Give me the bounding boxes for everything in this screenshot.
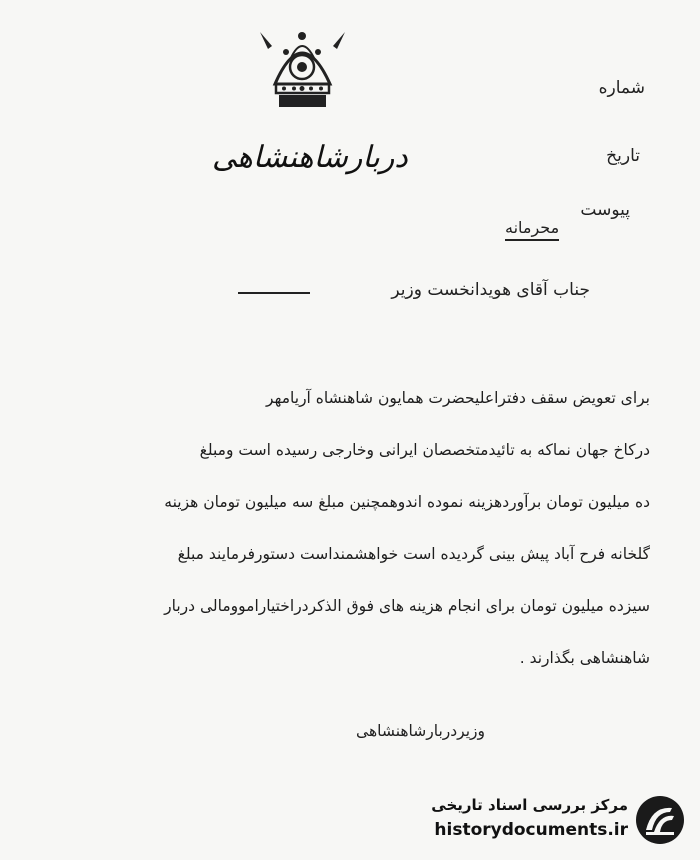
archive-website: historydocuments.ir <box>434 820 628 840</box>
archive-watermark <box>410 790 690 850</box>
addressee-underline <box>238 292 310 294</box>
addressee-line: جناب آقای هویدانخست وزیر <box>391 280 590 300</box>
confidential-mark: محرمانه <box>505 218 559 241</box>
archive-center-name: مرکز بررسی اسناد تاریخی <box>431 796 628 814</box>
number-label: شماره <box>598 78 645 98</box>
body-line: درکاخ جهان نماکه به تائیدمتخصصان ایرانی وخارجی رسیده است ومبلغ <box>199 441 650 459</box>
date-label: تاریخ <box>606 146 640 166</box>
court-letterhead-title: دربارشاهنشاهی <box>212 140 408 175</box>
letter-body <box>40 372 650 684</box>
body-line: برای تعویض سقف دفتراعلیحضرت همایون شاهنشاه آریامهر <box>266 389 650 407</box>
signature-line: وزیردربارشاهنشاهی <box>356 722 485 740</box>
body-line: شاهنشاهی بگذارند . <box>519 649 650 667</box>
body-line: ده میلیون تومان برآوردهزینه نموده اندوهمچنین مبلغ سه میلیون تومان هزینه <box>164 493 650 511</box>
archive-logo-icon <box>634 794 686 846</box>
crown-emblem-icon <box>250 22 355 114</box>
body-line: گلخانه فرح آباد پیش بینی گردیده است خواهشمنداست دستورفرمایند مبلغ <box>177 545 650 563</box>
body-line: سیزده میلیون تومان برای انجام هزینه های فوق الذکردراختیاراموومالی دربار <box>164 597 650 615</box>
attachment-label: پیوست <box>580 200 630 220</box>
